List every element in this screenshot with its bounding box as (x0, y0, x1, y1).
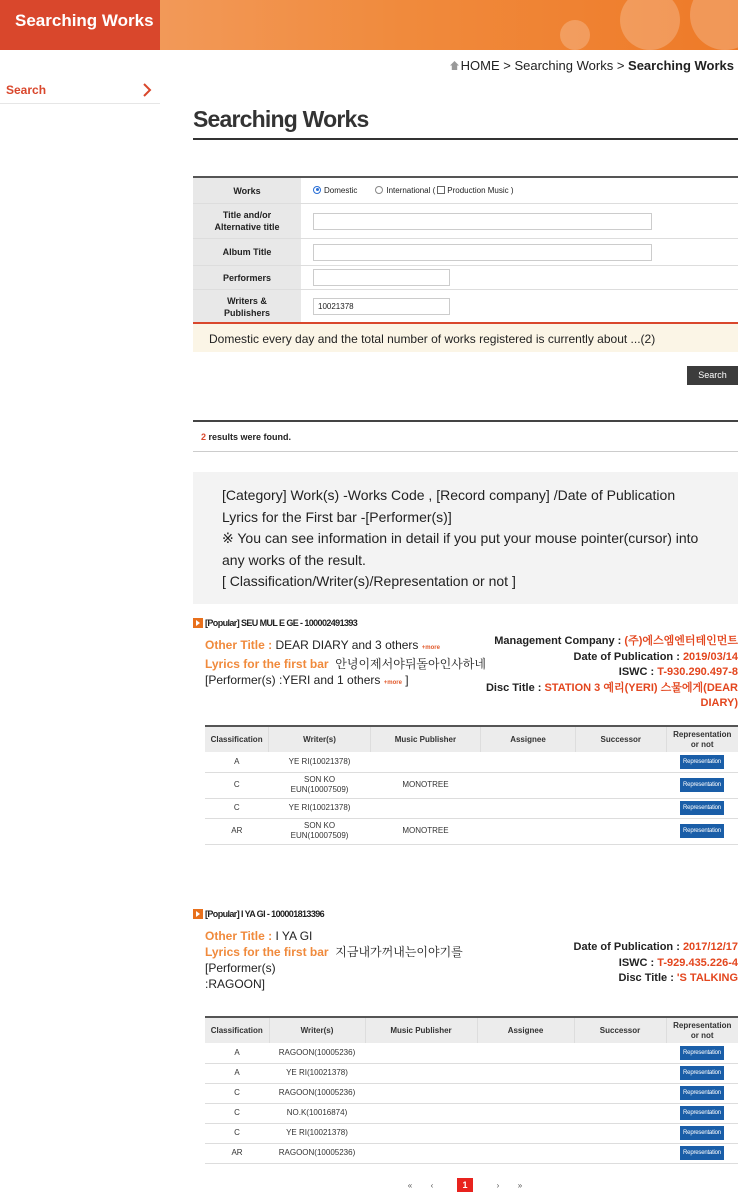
info-line: [Category] Work(s) -Works Code , [Record company] /Date of Publication (222, 487, 676, 503)
performers-label: Performers (193, 266, 301, 289)
info-line: Lyrics for the First bar -[Performer(s)] (222, 508, 452, 525)
lyrics: 안녕이제서야뒤돌아인사하네 (335, 657, 486, 671)
publisher-cell: MONOTREE (370, 818, 480, 844)
publisher-cell (365, 1103, 477, 1123)
writer-cell: YE RI(10021378) (269, 798, 371, 818)
successor-cell (574, 1043, 666, 1063)
work-summary (205, 637, 495, 691)
performers-input[interactable] (313, 269, 450, 286)
divider (193, 138, 738, 140)
assignee-cell (477, 1123, 574, 1143)
rights-table (205, 725, 738, 845)
date-label: Date of Publication : (573, 941, 683, 953)
table-header-row (205, 726, 738, 752)
representation-cell (666, 1063, 738, 1083)
col-header: Music Publisher (365, 1017, 477, 1043)
col-header: Assignee (480, 726, 575, 752)
last-page-button[interactable]: » (517, 1181, 523, 1190)
section-title: Searching Works (0, 0, 160, 50)
classification-cell: A (205, 1043, 269, 1063)
assignee-cell (480, 818, 575, 844)
international-radio[interactable] (375, 186, 383, 194)
representation-cell (666, 1083, 738, 1103)
breadcrumb-home[interactable]: HOME (460, 58, 500, 73)
table-row (205, 1143, 738, 1163)
representation-cell (666, 1103, 738, 1123)
arrow-right-icon (193, 618, 203, 628)
decorative-circle (690, 0, 738, 50)
prev-page-button[interactable]: ‹ (430, 1181, 434, 1190)
col-header: Writer(s) (269, 726, 371, 752)
col-header: Successor (576, 726, 666, 752)
representation-cell (666, 1043, 738, 1063)
successor-cell (574, 1103, 666, 1123)
date-value: 2017/12/17 (682, 941, 738, 953)
works-label: Works (193, 178, 301, 203)
publisher-cell (365, 1083, 477, 1103)
representation-cell (666, 1123, 738, 1143)
more-link[interactable]: +more (383, 680, 402, 686)
disc-value: STATION 3 예리(YERI) 스물에게(DEAR (544, 681, 738, 694)
chevron-right-icon (140, 81, 154, 99)
assignee-cell (477, 1103, 574, 1123)
representation-button[interactable]: Representation (680, 824, 724, 838)
successor-cell (576, 798, 666, 818)
writer-cell: SON KO EUN(10007509) (269, 772, 371, 798)
publisher-cell (365, 1063, 477, 1083)
writer-cell: NO.K(10016874) (269, 1103, 365, 1123)
breadcrumb (450, 58, 734, 73)
representation-button[interactable]: Representation (680, 755, 724, 769)
results-text: results were found. (206, 432, 292, 442)
representation-button[interactable]: Representation (680, 1046, 724, 1060)
table-row (205, 818, 738, 844)
writer-cell: YE RI(10021378) (269, 1063, 365, 1083)
notice-banner: Domestic every day and the total number of works registered is currently about ...(2) (193, 322, 738, 352)
breadcrumb-level1[interactable]: Searching Works (514, 58, 614, 73)
production-music-label: Production Music ) (447, 186, 514, 195)
col-header: Assignee (477, 1017, 574, 1043)
more-link[interactable]: +more (421, 645, 440, 651)
domestic-radio[interactable] (313, 186, 321, 194)
assignee-cell (480, 772, 575, 798)
successor-cell (574, 1143, 666, 1163)
decorative-circle (620, 0, 680, 50)
results-number: 2 (201, 432, 207, 442)
disc-value: 'S TALKING (676, 972, 738, 984)
disc-label: Disc Title : (485, 681, 545, 694)
table-row (205, 752, 738, 772)
assignee-cell (477, 1043, 574, 1063)
info-line: [ Classification/Writer(s)/Representation or not ] (222, 573, 516, 589)
assignee-cell (480, 798, 575, 818)
work-title-link[interactable] (193, 909, 324, 920)
iswc-value: T-930.290.497-8 (657, 666, 738, 678)
classification-cell: C (205, 1103, 269, 1123)
publisher-cell (365, 1143, 477, 1163)
results-count (193, 420, 738, 452)
successor-cell (576, 818, 666, 844)
info-line: any works of the result. (222, 551, 366, 568)
arrow-right-icon (193, 909, 203, 919)
publisher-cell: MONOTREE (370, 772, 480, 798)
col-header: Classification (205, 1017, 269, 1043)
representation-cell (666, 752, 738, 772)
assignee-cell (477, 1063, 574, 1083)
representation-button[interactable]: Representation (680, 801, 724, 815)
representation-cell (666, 818, 738, 844)
info-line: ※ You can see information in detail if you put your mouse pointer(cursor) into (222, 530, 699, 546)
search-button[interactable]: Search (687, 366, 738, 385)
iswc-value: T-929.435.226-4 (657, 956, 738, 969)
assignee-cell (477, 1083, 574, 1103)
classification-cell: C (205, 798, 269, 818)
classification-cell: C (205, 1123, 269, 1143)
writers-row (193, 290, 738, 323)
writer-cell: SON KO EUN(10007509) (269, 818, 371, 844)
writer-cell: RAGOON(10005236) (269, 1043, 365, 1063)
successor-cell (576, 772, 666, 798)
date-value: 2019/03/14 (682, 650, 738, 663)
representation-cell (666, 1143, 738, 1163)
iswc-label: ISWC : (618, 956, 658, 969)
album-row (193, 239, 738, 266)
album-input[interactable] (313, 244, 652, 261)
classification-cell: C (205, 772, 269, 798)
writer-cell: YE RI(10021378) (269, 752, 371, 772)
work-summary (205, 928, 525, 992)
work-details (574, 940, 738, 987)
classification-cell: AR (205, 818, 269, 844)
iswc-label: ISWC : (618, 666, 658, 678)
table-row (205, 1103, 738, 1123)
other-title-label: Other Title : (205, 929, 276, 943)
publisher-cell (365, 1123, 477, 1143)
col-header: Successor (574, 1017, 666, 1043)
work-details (486, 634, 738, 712)
performers: :RAGOON] (205, 977, 266, 991)
work-title-link[interactable] (193, 618, 357, 629)
title-row (193, 204, 738, 239)
classification-cell: AR (205, 1143, 269, 1163)
lyrics-label: Lyrics for the first bar (205, 945, 329, 959)
table-row (205, 1043, 738, 1063)
col-header: Writer(s) (269, 1017, 365, 1043)
representation-button[interactable]: Representation (680, 778, 724, 792)
representation-button[interactable]: Representation (680, 1146, 724, 1160)
col-header: Classification (205, 726, 269, 752)
lyrics: 지금내가꺼내는이야기를 [Performer(s) (205, 945, 463, 975)
other-title-label: Other Title : (205, 638, 276, 652)
breadcrumb-current: Searching Works (628, 58, 734, 73)
successor-cell (574, 1083, 666, 1103)
management-label: Management Company : (494, 635, 625, 647)
works-options (301, 178, 738, 203)
domestic-label: Domestic (324, 186, 358, 195)
representation-button[interactable]: Representation (680, 1086, 724, 1100)
representation-button[interactable]: Representation (680, 1066, 724, 1080)
col-header: Representation or not (666, 1017, 738, 1043)
writers-label: Writers & Publishers (193, 290, 301, 323)
info-box (193, 472, 738, 604)
representation-button[interactable]: Representation (680, 1126, 724, 1140)
table-row (205, 772, 738, 798)
breadcrumb-separator: > (499, 58, 515, 73)
other-title: DEAR DIARY and 3 others (275, 638, 419, 652)
classification-cell: A (205, 1063, 269, 1083)
sidebar-item-search[interactable] (0, 80, 160, 104)
successor-cell (574, 1063, 666, 1083)
successor-cell (574, 1123, 666, 1143)
work-heading: [Popular] I YA GI - 100001813396 (205, 909, 325, 919)
representation-cell (666, 772, 738, 798)
successor-cell (576, 752, 666, 772)
table-header-row (205, 1017, 738, 1043)
works-row (193, 178, 738, 204)
disc-label: Disc Title : (618, 972, 677, 984)
table-row (205, 1063, 738, 1083)
home-icon (450, 61, 459, 70)
performers-close: ] (405, 673, 409, 687)
album-label: Album Title (193, 239, 301, 265)
table-row (205, 1123, 738, 1143)
publisher-cell (370, 798, 480, 818)
breadcrumb-separator: > (613, 58, 629, 73)
other-title: I YA GI (275, 929, 313, 943)
publisher-cell (365, 1043, 477, 1063)
publisher-cell (370, 752, 480, 772)
title-label: Title and/or Alternative title (193, 204, 301, 238)
representation-button[interactable]: Representation (680, 1106, 724, 1120)
rights-table (205, 1016, 738, 1164)
col-header: Music Publisher (370, 726, 480, 752)
international-label: International ( (386, 186, 436, 195)
writer-cell: RAGOON(10005236) (269, 1143, 365, 1163)
decorative-circle (560, 20, 590, 50)
search-form (193, 176, 738, 323)
page-title: Searching Works (193, 106, 369, 132)
work-heading: [Popular] SEU MUL E GE - 100002491393 (205, 618, 358, 628)
representation-cell (666, 798, 738, 818)
sidebar-item-label: Search (6, 83, 47, 97)
col-header: Representation or not (666, 726, 738, 752)
date-label: Date of Publication : (573, 650, 683, 663)
assignee-cell (480, 752, 575, 772)
assignee-cell (477, 1143, 574, 1163)
writer-cell: RAGOON(10005236) (269, 1083, 365, 1103)
header-banner (0, 0, 738, 50)
classification-cell: A (205, 752, 269, 772)
disc-value: DIARY) (700, 697, 738, 709)
title-input[interactable] (313, 213, 652, 230)
writer-cell: YE RI(10021378) (269, 1123, 365, 1143)
production-music-checkbox[interactable] (437, 186, 445, 194)
performers: [Performer(s) :YERI and 1 others (205, 673, 381, 687)
lyrics-label: Lyrics for the first bar (205, 657, 329, 671)
table-row (205, 1083, 738, 1103)
classification-cell: C (205, 1083, 269, 1103)
next-page-button[interactable]: › (496, 1181, 500, 1190)
management-value: (주)에스엠엔터테인먼트 (624, 635, 738, 647)
writers-input[interactable]: 10021378 (313, 298, 450, 315)
pagination (0, 1178, 738, 1194)
first-page-button[interactable]: « (407, 1181, 413, 1190)
performers-row (193, 266, 738, 290)
page-1-button[interactable]: 1 (457, 1178, 473, 1192)
table-row (205, 798, 738, 818)
